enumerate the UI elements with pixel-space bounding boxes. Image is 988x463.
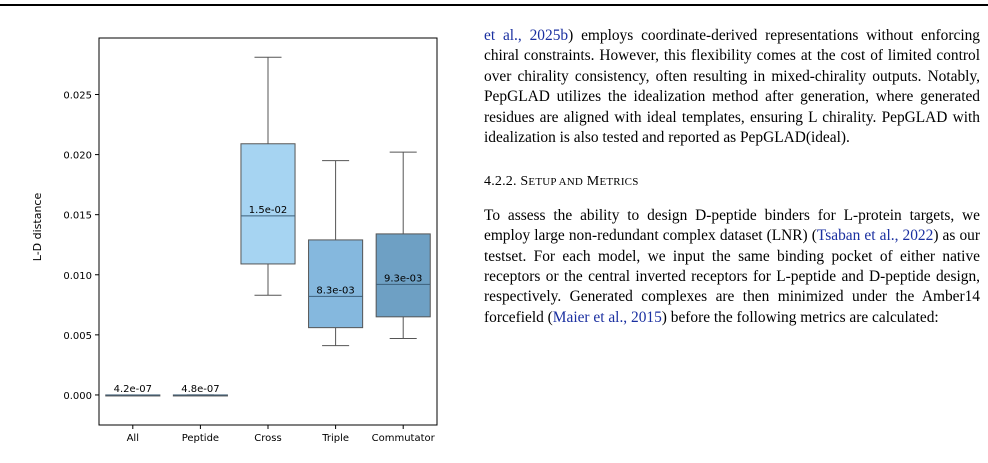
- paragraph-setup: To assess the ability to design D-peptide binders for L-protein targets, we employ large non-redundant complex dataset (LNR) (Tsaban et al., 2022) as our testset. For each model, we input the same binding pocket of either native receptors or the central inverted receptors for L-peptide and D-peptide design, respectively. Generated complexes are then minimized under the Amber14 forcefield (Maier et al., 2015) before the following metrics are calculated:: [484, 206, 980, 326]
- x-tick-label: Peptide: [181, 433, 220, 444]
- x-tick-label: Commutator: [371, 433, 435, 444]
- y-axis-label: L-D distance: [31, 192, 44, 262]
- citation-link[interactable]: Maier et al., 2015: [552, 308, 662, 326]
- y-tick-label: 0.010: [63, 270, 92, 282]
- y-tick-label: 0.015: [63, 210, 92, 222]
- y-tick-label: 0.025: [63, 90, 92, 102]
- median-label: 8.3e-03: [316, 285, 355, 297]
- x-tick-label: All: [126, 433, 140, 444]
- median-label: 4.8e-07: [181, 383, 220, 395]
- y-tick-label: 0.005: [63, 330, 92, 342]
- paragraph-pepglad: et al., 2025b) employs coordinate-derived representations without enforcing chiral constraints. However, this flexibility comes at the cost of limited control over chirality consistency, often resulting in mixed-chirality outputs. Notably, PepGLAD utilizes the idealization method after generation, where generated residues are aligned with ideal templates, ensuring L chirality. PepGLAD with idealization is also tested and reported as PepGLAD(ideal).: [484, 27, 980, 147]
- median-label: 9.3e-03: [384, 273, 423, 285]
- x-tick-label: Triple: [322, 433, 350, 444]
- median-label: 4.2e-07: [113, 383, 152, 395]
- x-tick-label: Cross: [254, 433, 282, 444]
- citation-link[interactable]: Tsaban et al., 2022: [816, 227, 934, 245]
- text-column: [484, 26, 980, 328]
- section-heading: 4.2.2. SETUP AND METRICS: [484, 174, 639, 190]
- citation-link[interactable]: et al., 2025b: [484, 27, 569, 44]
- box-plot-chart: [0, 0, 470, 463]
- box: [241, 144, 295, 264]
- y-tick-label: 0.020: [63, 150, 92, 162]
- y-tick-label: 0.000: [63, 390, 92, 402]
- median-label: 1.5e-02: [248, 204, 288, 216]
- box: [309, 240, 363, 328]
